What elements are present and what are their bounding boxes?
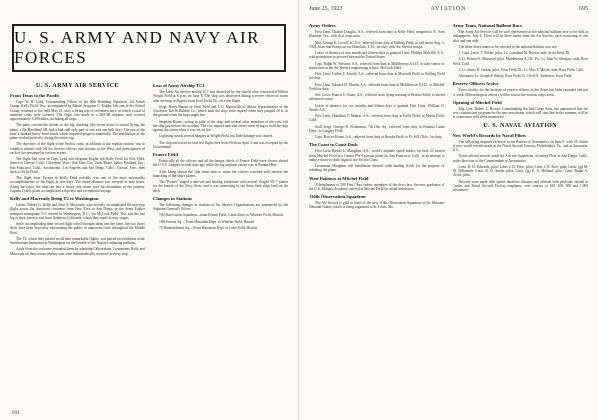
article-paragraph: Since accomplishing their record flight which brought them into the fame, the two Army fliers have been kept busy entertaining the public in numerous cities throughout the Middle West.: [10, 222, 145, 235]
article-paragraph: Leave of absence of one month and fifteen days is granted Lieut. Phillips Melville, A.S., with permission to proceed beyond the United States.: [309, 51, 445, 60]
article-headline: Loss of Army Airship TC1: [153, 83, 205, 88]
article-paragraph: First Lieut. Edward H. Martin, A.S., relieved from duty at Middletown A.I.D., to Mitchel Field for duty.: [309, 82, 445, 91]
article-headline: Reserve Officers Active: [452, 81, 499, 87]
article-paragraph: The ship arrived on its trial test flight over Scott Field on April 2 and was accepted by the Government.: [153, 140, 288, 149]
article-headline: New World's Records by Naval Pilots: [452, 132, 526, 138]
right-page-column: [309, 20, 445, 406]
article-paragraph: 18th Pursuit Sq.—From Hawaiian Dept. to Wheeler Field, Hawaii.: [159, 219, 255, 224]
article-paragraph: The Army Air Service will be well represented at the national balloon race to be held at Indianapolis, July 4. There will be three teams from the Air Service, each consisting of one pilot and one aide.: [452, 30, 588, 43]
section-banner: [12, 24, 286, 72]
article-headline: The Coast to Coast Dash: [309, 142, 358, 148]
article-headline: 110th Observation Squadron: [309, 194, 366, 199]
article-paragraph: A detachment of 200 First Class cadets, members of the first class, the new graduates of the U.S. Military Academy, arrived at Mitchel Field for aerial instruction.: [309, 182, 445, 191]
article-paragraph: Maj. Gen. Robert L. Howze, Commanding the 2nd Corps Area, has announced that the new construction program for the new aerodrome, which will start late in the summer, will be in connection with these maneuvers.: [452, 106, 588, 120]
article-paragraph: After being shown the ship from stem to stern, the visitors watched with interest the launching of the ship's planes.: [153, 169, 288, 178]
article-paragraph: Practically all the officers and all the hangar chiefs of France Field were shown aboard the U.S.S. Langley several days ago while the big airplane carrier was in Panama Bay.: [153, 159, 288, 168]
article-paragraph: Naval official records made by Aircraft Squadrons, Scouting Fleet at San Diego, Calif., under direction of the Commandant of Aeronautics.: [452, 154, 588, 163]
article-paragraph: Lightning struck several hangars at Wright Field, but little damage was caused.: [159, 134, 273, 139]
article-headline: Army Team, National Balloon Race: [452, 23, 523, 28]
right-page: [299, 0, 598, 420]
section-title: U. S. ARMY AIR SERVICE: [36, 83, 119, 89]
article-paragraph: First Lieut. Luther F. Arnold, A.S., relieved from duty at Maxwell Field, to Bolling Field for duty.: [309, 72, 445, 81]
left-page-column: [153, 80, 288, 406]
article-paragraph: 72 Bombardment Sq.—From Hawaiian Dept. to Luke Field, Hawaii.: [159, 225, 258, 230]
article-paragraph: Capt. Roscoe Evans, A.S., relieved from duty at Brooks Field, to Ft. Sill, Okla., for duty.: [315, 135, 443, 139]
article-paragraph: Every facility for the increase of reserve officers in the Army has been extended and put to work. Meteorological officers will be sent to the various corps areas.: [452, 88, 588, 97]
left-page-columns: [10, 80, 288, 406]
section-title: U. S. NAVAL AVIATION: [483, 122, 558, 129]
article-paragraph: First Lieut. Hamilton T. Mahon, A.S., relieved from duty at Kelly Field, to March Field, Calif.: [309, 114, 445, 123]
article-paragraph: The following changes in stations of Air Service Organizations are announced by the Adjutant General's Office:: [153, 202, 288, 211]
header-title: AVIATION: [430, 6, 467, 12]
article-paragraph: Sec. Lieut. Francis E. Kane, A.S., relieved from flying training at Brooks Field, to attend advanced course.: [309, 93, 445, 102]
article-paragraph: Lieutenant Maughan will familiarize himself with landing fields for the purpose of refueling the plane.: [309, 164, 445, 173]
article-paragraph: 1. Capt. Leroy T. Wilder, pilot, Lt. Courtland M. Brown, aide, Scott Field, Ill.: [458, 51, 570, 55]
article-paragraph: The three Army teams to be selected to the national balloon race are:: [458, 44, 558, 49]
right-page-column: [453, 20, 589, 406]
article-paragraph: Capt. W. R. Lynd, Commanding Officer of the 90th Bombing Squadron, 3rd Attack Group, Kelly Field, Tex., accompanied by Master Sergeant C. Kogler, left one of the School Group, returned to the field May 21, after a flying trip of seventeen days, in which a total of nineteen cities were covered. The flight was made in a DH-4B airplane, and covered approximately 3,500 miles, including all stops.: [10, 100, 145, 121]
article-paragraph: The Army Air Service airship TC1 was destroyed by fire shortly after it moored at Wilbur Wright Field at 6 p.m. on June 8. The ship was destroyed during a severe electrical storm after arriving in Dayton from Scott Field, Ill., on a test flight.: [153, 90, 288, 103]
article-paragraph: Alternates: Lt. Joseph P. Bailey, Ross Field; Lt. Orvil A. Anderson, Scott Field.: [458, 74, 573, 78]
article-paragraph: Sergt. Harry Barnes of Scott Field and J. C. Marsoville of Akron, representative of the Goodyear Tire & Rubber Co., which built the ship, were injured when they jumped 20 ft. to the ground when the bag caught fire.: [153, 104, 288, 118]
header-date: June 25, 1923: [309, 6, 343, 12]
article-headline: From Texas to the Pacific: [10, 93, 60, 98]
article-paragraph: The flight line went in Capt. Lynd and Sergeant Kogler left Kelly Field for Post Field, thence to Denver, Colo.; Cheyenne, Wyo.; Salt Lake City, Utah; Boise, Idaho; Portland, Ore.; San Francisco, Calif.; Sacramento, Los Angeles and San Diego, Calif.; Tucson, Ariz.; then back to Kelly Field.: [10, 157, 145, 174]
article-paragraph: The Air Service is glad to learn of the new 110th Observation Squadron of the Missouri National Guard, which is being organized at St. Louis, Mo.: [309, 201, 445, 210]
article-paragraph: The flight from Tucson to Kelly Field possibly was one of the most noteworthy accomplishments of the flight in five days. The entire distance was covered in nine hours. Along the route, the ship ran into a heavy rain storm over the mountains of the journey. Captain Lynd's plane accomplished a flawless and exceptional voyage.: [10, 176, 145, 193]
article-paragraph: The objective of the flight to the Pacific coast, in addition to the regular routine, was to establish contact with all Air Service officers and stations in the West, and participation of each of the personnel in various events.: [10, 142, 145, 155]
article-paragraph: Maj. George E. Lovell, Jr., A.S., relieved from duty at Bolling Field, to sail about Aug. 3, 1923, from San Francisco for Honolulu, T. H., for duty with Air Service troops.: [309, 40, 445, 49]
article-headline: Kelly and Macready Bring T2 to Washington: [10, 196, 99, 201]
article-paragraph: 3. Lt. James B. Jordan, pilot, Scott Field, Ill.; Lt. Max F. Moyer, aide, Ross Field, Calif.: [458, 67, 585, 72]
article-paragraph: First Lieut Russel L. Maughan, A.S., world's airplane speed holder, on June 23 started from Mitchel Field in a Curtiss PW-8 pursuit plane for San Francisco, Calif., in an attempt to make a dawn-to-dusk flight to the Pacific Coast.: [309, 149, 445, 162]
banner-title: U. S. ARMY AND NAVY AIR FORCES: [14, 28, 260, 67]
article-paragraph: Records were made with speed, duration, distance and altitude with payloads carried in Curtiss and Naval Aircraft Factory seaplanes, over courses of 100, 200, 500 and 1,000 kilometers.: [452, 179, 588, 192]
right-page-columns: [309, 20, 588, 406]
article-paragraph: The T2, which they piloted on all their remarkable flights, was placed on exhibition at the Smithsonian Institution in Washington for the benefit of the Nation's admiring millions.: [10, 236, 145, 245]
article-paragraph: Capt. Ralph W. Nelsoon, A.S., relieved from duty at Middletown A.I.D., to take course of instruction at the Air Service engineering school, McCook Field.: [309, 61, 445, 70]
article-paragraph: Lieut. R. H. Edwards, pilot; Lieut. J. D. Price, pilot; Lieut. J. R. Kerr, pilot; Lieut. (jg) M. M. Wilkinson; Lieut. R. D. Smith, pilot; Lieut. (jg) E. A. Holland, pilot; Lieut. Ralph A. Ofstie, pilot.: [452, 164, 588, 178]
article-headline: Opening of Mitchel Field: [452, 99, 502, 105]
article-paragraph: Lieuts. Oakley G. Kelly and John A. Macready, who recently accomplished the non-stop flight across the American continent from New York to San Diego, in the Army Fokker transport monoplane T-2, arrived in Washington, D.C., via McCook Field. This was the last leg of their journey east from Southern California, which they made in easy stages.: [10, 203, 145, 220]
article-paragraph: Leave of absence for two months and fifteen days is granted First Lieut. William O. Smith, A.S.: [309, 103, 445, 112]
article-headline: West Pointers at Mitchel Field: [309, 175, 369, 181]
article-paragraph: First Lieut. Charles Douglas, A.S., relieved from duty at Kelly Field, assigned to Ft. Sam Houston, Tex., with first corps area.: [309, 30, 445, 39]
running-header: [309, 6, 588, 16]
article-paragraph: Staff Sergt. George H. Fisherman, 7th Obs. Sq., relieved from duty in Panama Canal Dept., to Langley Field.: [309, 124, 445, 133]
article-paragraph: Aside from the welcome extended them by admiring Californians, Lieutenants Kelly and Macready on their return journey east were enthusiastically received at every stop.: [10, 247, 145, 256]
article-headline: France Field: [153, 152, 178, 157]
article-paragraph: 2. Lt. Robert S. Olmstead, pilot, Middletown A.I.D., Pa.; Lt. John W. Shoptaw, aide, Ross Field, Calif.: [452, 57, 588, 66]
article-paragraph: The "Pirates" staged a take-off and landing exhibition with several Vought VE-7 planes for the benefit of the Navy fliers, and it was interesting to see those little ships land on the deck.: [153, 180, 288, 193]
article-paragraph: The following dispatch received in the Bureau of Aeronautics on June 9, with 25 claims of new world records made at the Naval Aircraft Factory, Philadelphia, Pa., and at Anacostia, D.C.: [452, 139, 588, 152]
article-paragraph: Sergeant Barnes, acting as pilot of the ship, and several other members of the crew left the ship just before the accident. The two injured men and others were trying to hold the ship against the storm when it was set on fire.: [153, 119, 288, 132]
page-number: 694: [12, 411, 20, 416]
article-paragraph: 7th Observation Squadron—from France Field, Canal Zone, to Wheeler Field, Hawaii.: [159, 213, 284, 218]
header-page-number: 695: [579, 6, 588, 12]
article-paragraph: The party crossed the divide on the big climbing fifty-seven hours of actual flying, the plane, a De Havilland 4B, had a bad stall only part of one end one-half days. The rest of the time it banked heavy head winds which impeded progress materially. The mechanism of the plane worked perfectly during the entire trip.: [10, 123, 145, 140]
article-headline: Army Orders: [309, 23, 336, 28]
left-page-column: [10, 80, 145, 406]
article-headline: Changes in Stations: [153, 195, 192, 201]
